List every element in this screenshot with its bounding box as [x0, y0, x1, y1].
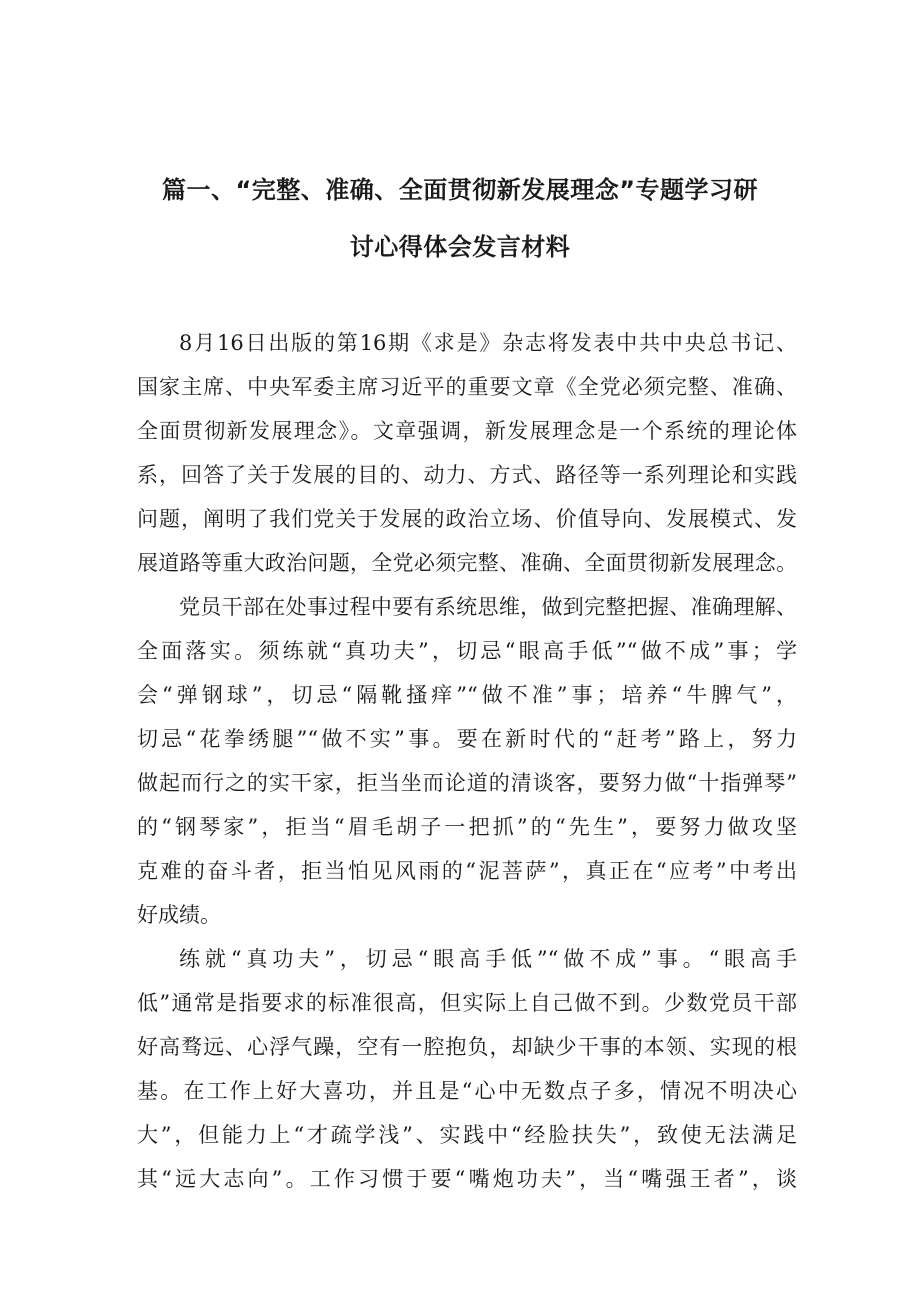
paragraph-line: 全面落实。须练就“真功夫”，切忌“眼高手低”“做不成”事；学 — [137, 639, 797, 663]
paragraph-line: 基。在工作上好大喜功，并且是“心中无数点子多，情况不明决心 — [137, 1079, 797, 1103]
paragraph-line: 大”，但能力上“才疏学浅”、实践中“经脸扶失”，致使无法满足 — [137, 1123, 797, 1147]
paragraph-line: 其“远大志向”。工作习惯于要“嘴炮功夫”，当“嘴强王者”，谈 — [137, 1167, 797, 1191]
paragraph-line: 国家主席、中央军委主席习近平的重要文章《全党必须完整、准确、 — [137, 375, 797, 399]
paragraph-line: 好成绩。 — [137, 903, 221, 927]
paragraph-line: 系，回答了关于发展的目的、动力、方式、路径等一系列理论和实践 — [137, 463, 797, 487]
paragraph-line: 克难的奋斗者，拒当怕见风雨的“泥菩萨”，真正在“应考”中考出 — [137, 859, 797, 883]
paragraph-line: 的“钢琴家”，拒当“眉毛胡子一把抓”的“先生”，要努力做攻坚 — [137, 815, 797, 839]
paragraph-line: 做起而行之的实干家，拒当坐而论道的清谈客，要努力做“十指弹琴” — [137, 771, 797, 795]
document-title-line-1: 篇一、“完整、准确、全面贯彻新发展理念”专题学习研 — [161, 176, 759, 204]
paragraph-line: 低”通常是指要求的标准很高，但实际上自己做不到。少数党员干部 — [137, 991, 797, 1015]
paragraph-line: 问题，阐明了我们党关于发展的政治立场、价值导向、发展模式、发 — [137, 507, 797, 531]
paragraph-line: 练就“真功夫”，切忌“眼高手低”“做不成”事。“眼高手 — [179, 947, 797, 971]
document-title-line-2: 讨心得体会发言材料 — [349, 233, 571, 261]
paragraph-line: 切忌“花拳绣腿”“做不实”事。要在新时代的“赶考”路上，努力 — [137, 727, 797, 751]
paragraph-line: 8月16日出版的第16期《求是》杂志将发表中共中央总书记、 — [179, 331, 797, 355]
paragraph-line: 党员干部在处事过程中要有系统思维，做到完整把握、准确理解、 — [179, 595, 797, 619]
paragraph-line: 全面贯彻新发展理念》。文章强调，新发展理念是一个系统的理论体 — [137, 419, 797, 443]
paragraph-line: 展道路等重大政治问题，全党必须完整、准确、全面贯彻新发展理念。 — [137, 551, 797, 575]
paragraph-line: 会“弹钢球”，切忌“隔靴搔痒”“做不准”事；培养“牛脾气”， — [137, 683, 797, 707]
paragraph-line: 好高骛远、心浮气躁，空有一腔抱负，却缺少干事的本领、实现的根 — [137, 1035, 797, 1059]
